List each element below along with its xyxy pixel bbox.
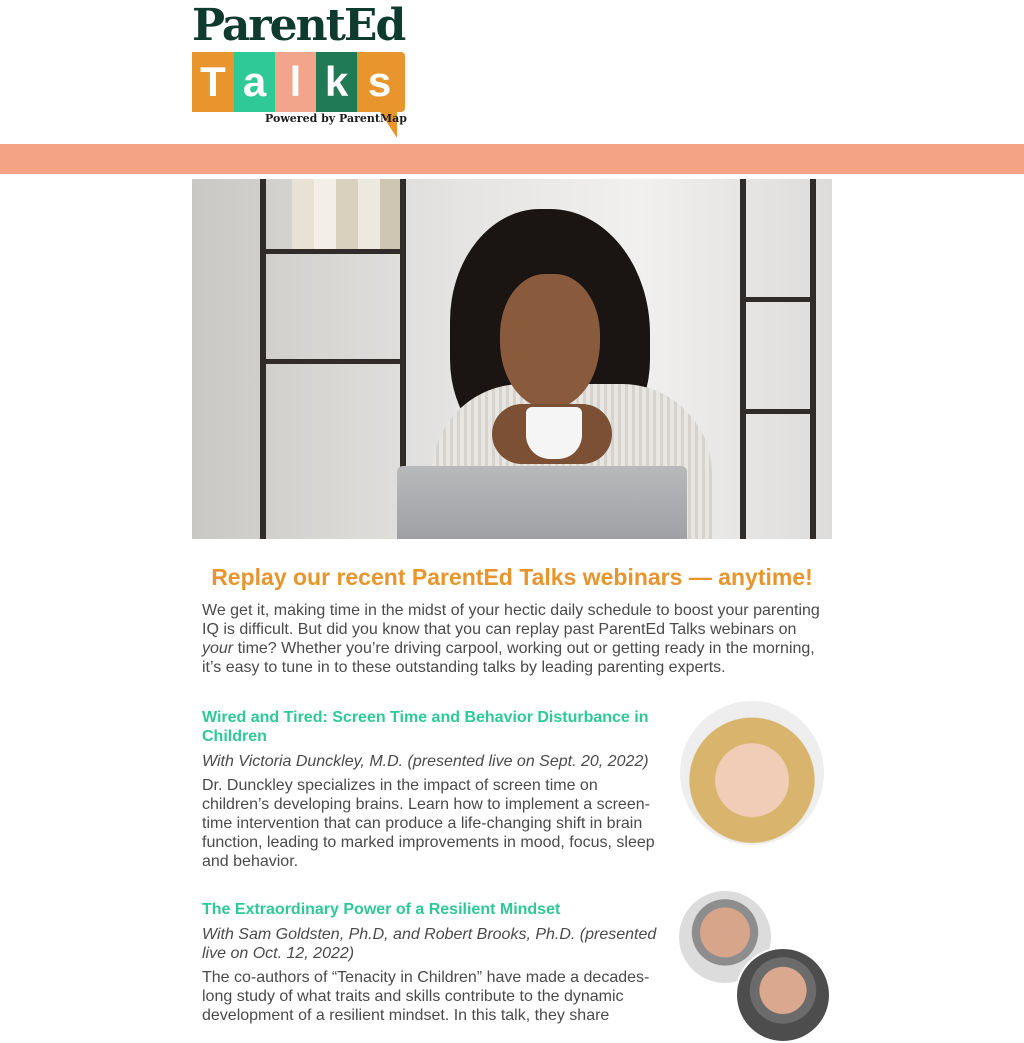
speaker-photo[interactable] xyxy=(680,701,824,845)
hero-shelf xyxy=(740,297,816,302)
logo-tile-l: l xyxy=(275,52,316,112)
hero-shelf xyxy=(260,359,406,364)
talk-presenter: With Sam Goldsten, Ph.D, and Robert Brooks, Ph.D. (presented live on Oct. 12, 2022) xyxy=(202,926,657,962)
logo-tiles xyxy=(192,52,402,112)
intro-paragraph xyxy=(202,601,826,677)
hero-person-face xyxy=(500,274,600,409)
logo-tile-t: T xyxy=(192,52,234,112)
talk-item xyxy=(202,708,662,871)
intro-text-1: We get it, making time in the midst of your hectic daily schedule to boost your parenting IQ is difficult. But did you know that you can replay past ParentEd Talks webinars on xyxy=(202,602,820,638)
talk-title-link[interactable]: The Extraordinary Power of a Resilient Mindset xyxy=(202,901,561,918)
hero-shelf-post xyxy=(810,179,816,539)
logo-powered-by: Powered by ParentMap xyxy=(265,112,407,125)
hero-books xyxy=(292,179,402,249)
hero-coffee-cup xyxy=(526,407,582,459)
hero-shelf xyxy=(260,249,406,254)
talk-item xyxy=(202,900,662,1025)
talk-presenter: With Victoria Dunckley, M.D. (presented live on Sept. 20, 2022) xyxy=(202,753,649,770)
logo-wordmark: ParentEd xyxy=(192,0,405,51)
talk-description: Dr. Dunckley specializes in the impact of screen time on children’s developing brains. Learn how to implement a screen-time intervention that can produce a life-changing shift in brain function, leading to marked improvements in mood, focus, sleep and behavior. xyxy=(202,777,655,870)
logo-tile-s: s xyxy=(357,52,402,112)
parented-talks-logo[interactable] xyxy=(192,0,407,142)
logo-tile-k: k xyxy=(316,52,357,112)
hero-laptop xyxy=(397,466,687,539)
email-header xyxy=(0,0,1024,144)
talk-title-link[interactable]: Wired and Tired: Screen Time and Behavior Disturbance in Children xyxy=(202,709,649,745)
hero-shelf xyxy=(740,409,816,414)
accent-band xyxy=(0,144,1024,174)
intro-text-2: time? Whether you’re driving carpool, working out or getting ready in the morning, it’s easy to tune in to these outstanding talks by leading parenting experts. xyxy=(202,640,815,676)
hero-image[interactable] xyxy=(192,179,832,539)
talk-description: The co-authors of “Tenacity in Children” have made a decades-long study of what traits and skills contribute to the dynamic development of a resilient mindset. In this talk, they share xyxy=(202,969,650,1024)
page-title: Replay our recent ParentEd Talks webinars — anytime! xyxy=(211,564,813,590)
hero-shelf-post xyxy=(740,179,746,539)
intro-emphasis: your xyxy=(202,640,234,657)
logo-tile-a: a xyxy=(234,52,275,112)
speaker-photo[interactable] xyxy=(735,947,831,1043)
